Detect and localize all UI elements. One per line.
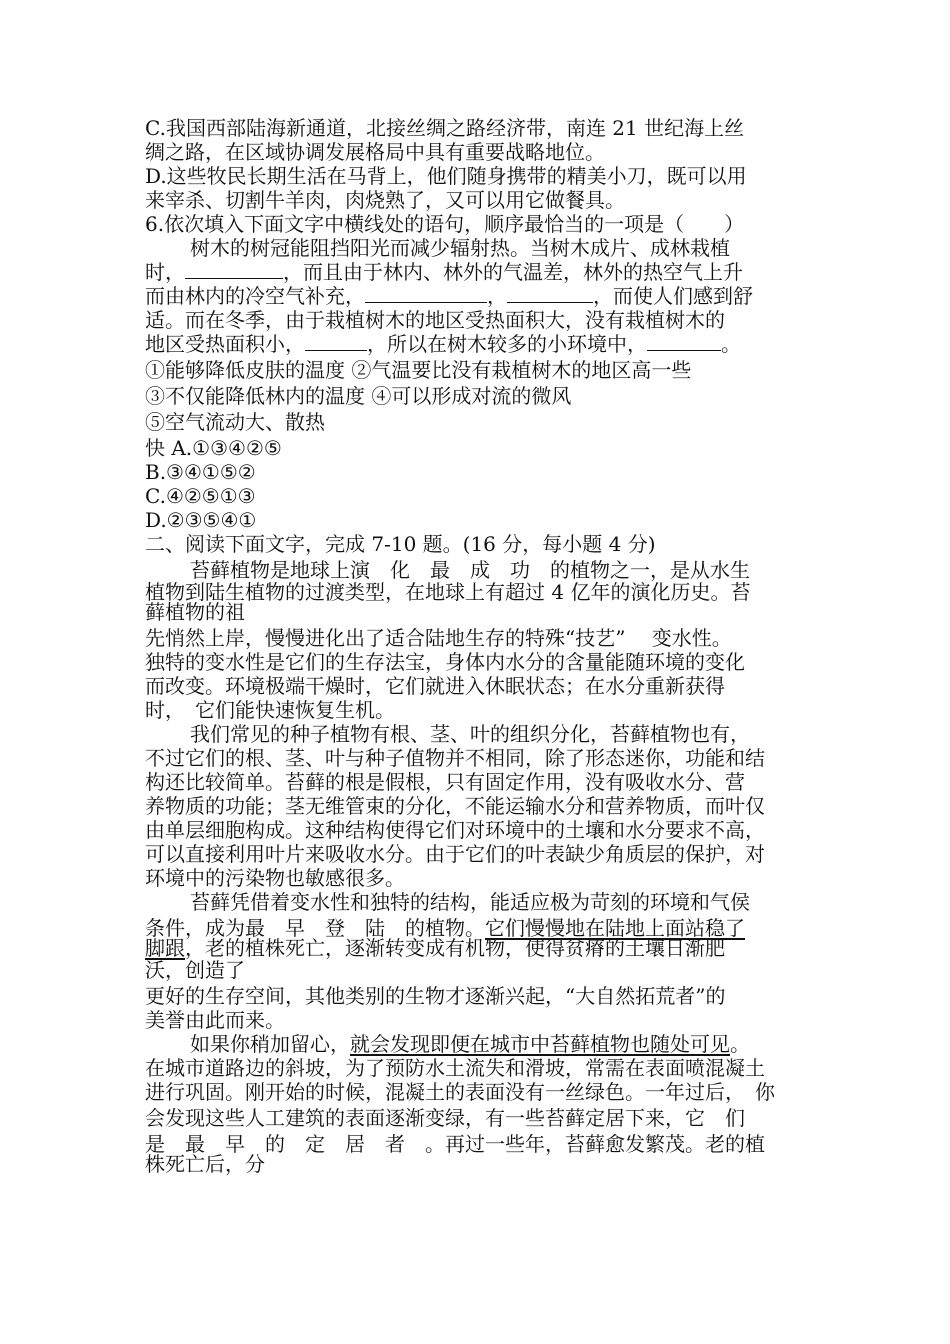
- q6-sentence-choices: ⑤空气流动大、散热: [145, 410, 325, 434]
- underlined-sentence: 它们慢慢地在陆地上面站稳了: [485, 916, 745, 940]
- option-d-line-2: 来宰杀、切割牛羊肉，肉烧熟了，又可以用它做餐具。: [145, 188, 625, 212]
- passage-line: [145, 938, 725, 958]
- passage-line: 苔藓植物是地球上演 化 最 成 功 的植物之一，是从水生: [190, 558, 750, 582]
- passage-line: 独特的变水性是它们的生存法宝，身体内水分的含量能随环境的变化: [145, 650, 745, 674]
- fill-blank: [647, 332, 721, 351]
- passage-line: 株死亡后，分: [145, 1152, 265, 1176]
- q6-text: ，: [487, 284, 507, 308]
- passage-line: 而改变。环境极端干燥时，它们就进入休眠状态；在水分重新获得: [145, 674, 725, 698]
- section-2-header: 二、阅读下面文字，完成 7-10 题。(16 分，每小题 4 分): [145, 532, 656, 556]
- passage-line: 更好的生存空间，其他类别的生物才逐渐兴起，“大自然拓荒者”的: [145, 984, 726, 1008]
- passage-line: 是 最 早 的 定 居 者 。再过一些年，苔藓愈发繁茂。老的植: [145, 1132, 765, 1156]
- q6-passage-line: [145, 260, 743, 284]
- passage-line: 不过它们的根、茎、叶与种子值物并不相同，除了形态迷你，功能和结: [145, 746, 765, 770]
- q6-sentence-choices: ③不仅能降低林内的温度 ④可以形成对流的微风: [145, 384, 572, 408]
- passage-line: 养物质的功能；茎无维管束的分化，不能运输水分和营养物质，而叶仅: [145, 794, 765, 818]
- passage-line: 会发现这些人工建筑的表面逐渐变绿，有一些苔藓定居下来，它 们: [145, 1106, 745, 1130]
- passage-line: 进行巩固。刚开始的时候，混凝土的表面没有一丝绿色。一年过后， 你: [145, 1080, 775, 1104]
- underlined-sentence: 脚跟: [145, 936, 185, 960]
- fill-blank: [185, 260, 283, 279]
- option-d-line-1: D.这些牧民长期生活在马背上，他们随身携带的精美小刀，既可以用: [145, 164, 747, 188]
- passage-line: 藓植物的祖: [145, 600, 245, 624]
- passage-line: 由单层细胞构成。这种结构使得它们对环境中的土壤和水分要求不高，: [145, 818, 765, 842]
- q6-text: 而由林内的冷空气补充，: [145, 284, 365, 308]
- passage-line: 先悄然上岸，慢慢进化出了适合陆地生存的特殊“技艺” 变水性。: [145, 626, 732, 650]
- passage-text: 条件，成为最 早 登 陆 的植物。: [145, 916, 485, 940]
- fill-blank: [507, 284, 593, 303]
- q6-text: 地区受热面积小，: [145, 332, 305, 356]
- fill-blank: [365, 284, 487, 303]
- fill-blank: [305, 332, 367, 351]
- passage-line: 苔藓凭借着变水性和独特的结构，能适应极为苛刻的环境和气侯: [190, 890, 750, 914]
- passage-line: 在城市道路边的斜坡，为了预防水土流失和滑坡，常需在表面喷混凝土: [145, 1056, 765, 1080]
- passage-line: 美誉由此而来。: [145, 1008, 285, 1032]
- passage-line: 时， 它们能快速恢复生机。: [145, 698, 395, 722]
- q6-text: ，而使人们感到舒: [593, 284, 753, 308]
- underlined-sentence: 就会发现即便在城市中苔藓植物也随处可见: [350, 1032, 730, 1056]
- q6-text: 时，: [145, 260, 185, 284]
- q6-option-b: B.③④①⑤②: [145, 460, 256, 484]
- q6-sentence-choices: ①能够降低皮肤的温度 ②气温要比没有栽植树木的地区高一些: [145, 358, 692, 382]
- q6-passage-line: 适。而在冬季，由于栽植树木的地区受热面积大，没有栽植树木的: [145, 308, 725, 332]
- q6-passage-line: 树木的树冠能阻挡阳光而减少辐射热。当树木成片、成林栽植: [190, 236, 730, 260]
- passage-line: 构还比较简单。苔藓的根是假根，只有固定作用，没有吸收水分、营: [145, 770, 745, 794]
- passage-line: [190, 1032, 750, 1056]
- passage-line: 环境中的污染物也敏感很多。: [145, 866, 405, 890]
- q6-text: ，而且由于林内、林外的气温差，林外的热空气上升: [283, 260, 743, 284]
- passage-text: 。: [730, 1032, 750, 1056]
- passage-text: 如果你稍加留心，: [190, 1032, 350, 1056]
- q6-option-d: D.②③⑤④①: [145, 508, 257, 532]
- q6-text: 。: [721, 332, 741, 356]
- q6-passage-line: [145, 284, 753, 308]
- passage-text: ，老的植株死亡，逐渐转变成有机物，使得贫瘠的土壤日渐肥: [185, 936, 725, 960]
- passage-line: 植物到陆生植物的过渡类型，在地球上有超过 4 亿年的演化历史。苔: [145, 580, 751, 604]
- q6-option-a: 快 A.①③④②⑤: [145, 436, 282, 460]
- passage-line: 沃，创造了: [145, 958, 245, 982]
- passage-line: 我们常见的种子植物有根、茎、叶的组织分化，苔藓植物也有，: [190, 722, 750, 746]
- q6-text: ，所以在树木较多的小环境中，: [367, 332, 647, 356]
- option-c-line-2: 绸之路，在区域协调发展格局中具有重要战略地位。: [145, 140, 605, 164]
- q6-passage-line: [145, 332, 741, 356]
- question-6-stem: 6.依次填入下面文字中横线处的语句，顺序最恰当的一项是（ ）: [145, 212, 745, 236]
- q6-option-c: C.④②⑤①③: [145, 484, 256, 508]
- option-c-line-1: C.我国西部陆海新通道，北接丝绸之路经济带，南连 21 世纪海上丝: [145, 116, 745, 140]
- passage-line: 可以直接利用叶片来吸收水分。由于它们的叶表缺少角质层的保护，对: [145, 842, 765, 866]
